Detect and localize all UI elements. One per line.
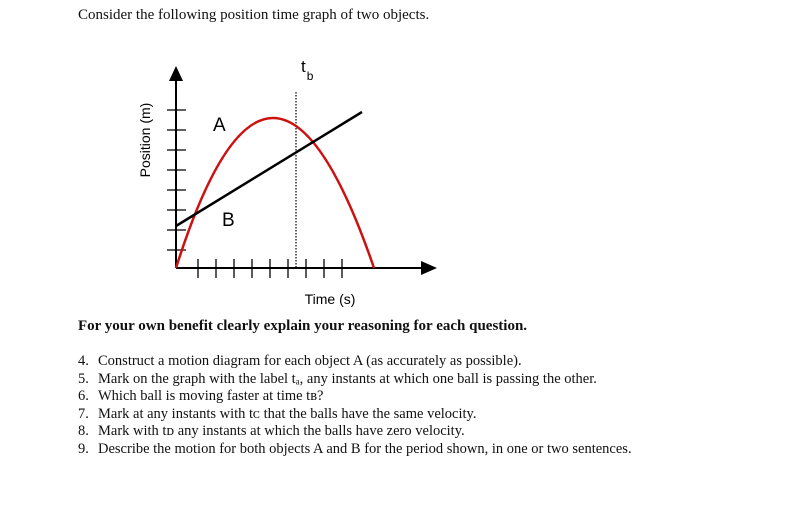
intro-text: Consider the following position time graph of two objects. (78, 7, 430, 23)
question-item: 6. Which ball is moving faster at time tʙ? (78, 388, 324, 404)
question-item: 9. Describe the motion for both objects A and B for the period shown, in one or two sentences. (78, 440, 632, 457)
question-item: 8. Mark with tᴅ any instants at which the balls have zero velocity. (78, 423, 465, 439)
question-item: 4. Construct a motion diagram for each object A (as accurately as possible). (78, 353, 522, 369)
curve-a-label: A (213, 115, 226, 136)
curve-a (176, 118, 374, 268)
line-b (176, 112, 362, 226)
y-axis-label: Position (m) (137, 102, 153, 178)
tb-marker-label: $t_b$ (301, 57, 314, 83)
x-axis-label: Time (s) (304, 291, 356, 307)
question-item: 5. Mark on the graph with the label tₐ, any instants at which one ball is passing the other. (78, 370, 597, 387)
line-b-label: B (222, 210, 235, 231)
question-item: 7. Mark at any instants with tᴄ that the balls have the same velocity. (78, 405, 477, 422)
y-axis-arrow (169, 66, 183, 81)
question-list (78, 353, 632, 458)
x-axis-arrow (421, 261, 437, 275)
instruction-text: For your own benefit clearly explain your reasoning for each question. (78, 318, 528, 334)
